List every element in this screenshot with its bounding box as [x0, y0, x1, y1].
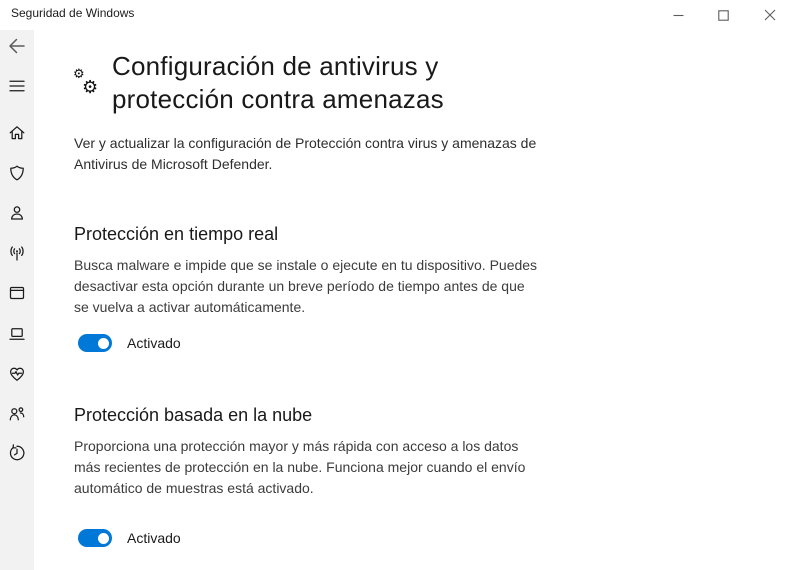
- realtime-protection-description: [74, 255, 537, 318]
- person-icon: [7, 203, 27, 223]
- gear-small-glyph: ⚙: [73, 67, 85, 82]
- realtime-desc-line3: se vuelva a activar automáticamente.: [74, 299, 306, 315]
- realtime-toggle-state-label: Activado: [127, 335, 181, 351]
- sidebar-item-family-options[interactable]: [0, 400, 34, 428]
- maximize-button[interactable]: [706, 0, 740, 30]
- close-icon: [764, 9, 776, 21]
- minimize-button[interactable]: [661, 0, 695, 30]
- sidebar-item-device-security[interactable]: [0, 320, 34, 348]
- maximize-icon: [718, 10, 729, 21]
- realtime-protection-heading: Protección en tiempo real: [74, 224, 279, 244]
- realtime-protection-toggle-row: [78, 334, 181, 352]
- sidebar-item-device-performance[interactable]: [0, 360, 34, 388]
- wireless-icon: [7, 244, 27, 264]
- cloud-protection-toggle[interactable]: [78, 529, 112, 547]
- cloud-toggle-state-label: Activado: [127, 530, 181, 546]
- toggle-knob: [98, 533, 109, 544]
- laptop-icon: [7, 324, 27, 344]
- page-title: [112, 50, 592, 116]
- people-icon: [7, 404, 27, 424]
- page-subtitle-line1: Ver y actualizar la configuración de Protección contra virus y amenazas de: [74, 135, 537, 151]
- cloud-protection-toggle-row: [78, 529, 181, 547]
- sidebar-item-firewall-network[interactable]: [0, 240, 34, 268]
- cloud-desc-line2: más recientes de protección en la nube. Funciona mejor cuando el envío: [74, 459, 526, 475]
- home-icon: [7, 123, 27, 143]
- sidebar-item-home[interactable]: [0, 119, 34, 147]
- window-title: Seguridad de Windows: [11, 6, 135, 20]
- realtime-protection-toggle[interactable]: [78, 334, 112, 352]
- title-bar: [0, 0, 785, 30]
- toggle-knob: [98, 338, 109, 349]
- close-button[interactable]: [753, 0, 785, 30]
- minimize-icon: [673, 10, 684, 21]
- heart-pulse-icon: [7, 364, 27, 384]
- realtime-desc-line2: desactivar esta opción durante un breve período de tiempo antes de que: [74, 278, 525, 294]
- arrow-left-icon: [6, 35, 28, 57]
- double-gear-icon: [72, 66, 106, 104]
- page-title-line2: protección contra amenazas: [112, 84, 444, 114]
- menu-button[interactable]: [0, 72, 34, 100]
- page-subtitle: [74, 133, 536, 175]
- cloud-protection-description: [74, 436, 525, 499]
- sidebar-item-protection-history[interactable]: [0, 439, 34, 467]
- hamburger-icon: [7, 76, 27, 96]
- sidebar-item-app-browser-control[interactable]: [0, 279, 34, 307]
- shield-icon: [7, 163, 27, 183]
- realtime-desc-line1: Busca malware e impide que se instale o ejecute en tu dispositivo. Puedes: [74, 257, 538, 273]
- app-window-icon: [7, 283, 27, 303]
- sidebar-item-account-protection[interactable]: [0, 199, 34, 227]
- gear-big-glyph: ⚙: [82, 77, 99, 98]
- sidebar-nav: [0, 30, 34, 570]
- cloud-desc-line3: automático de muestras está activado.: [74, 480, 314, 496]
- page-subtitle-line2: Antivirus de Microsoft Defender.: [74, 156, 273, 172]
- back-button[interactable]: [0, 32, 34, 60]
- sidebar-item-virus-threat-protection[interactable]: [0, 159, 34, 187]
- cloud-protection-heading: Protección basada en la nube: [74, 405, 313, 425]
- cloud-desc-line1: Proporciona una protección mayor y más rápida con acceso a los datos: [74, 438, 519, 454]
- history-clock-icon: [7, 443, 27, 463]
- page-title-line1: Configuración de antivirus y: [112, 51, 439, 81]
